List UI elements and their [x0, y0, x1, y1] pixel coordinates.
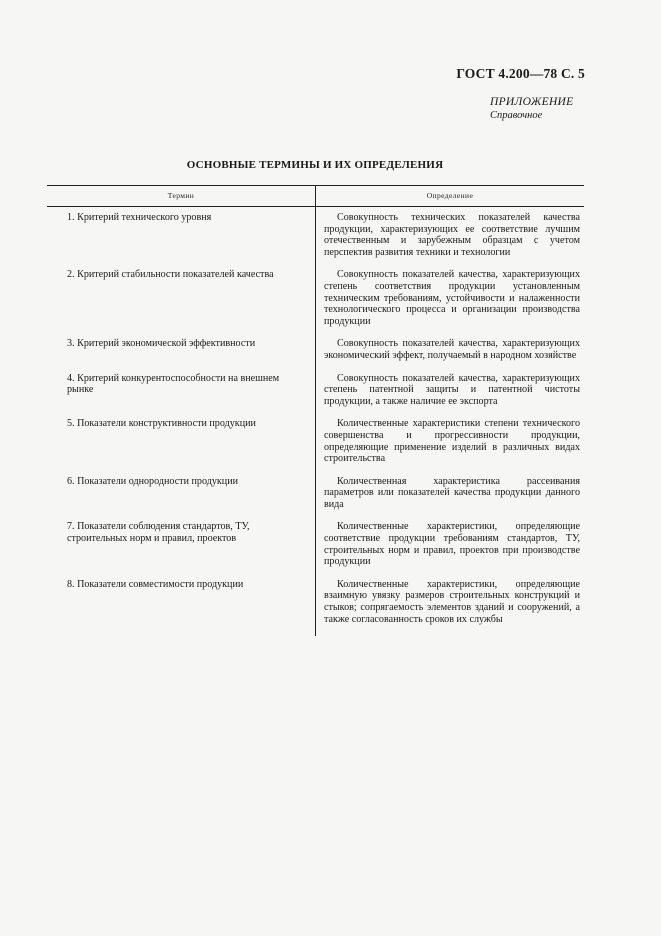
term-cell: 8. Показатели совместимости продукции [47, 577, 316, 636]
appendix-sublabel: Справочное [490, 110, 543, 121]
appendix-label: ПРИЛОЖЕНИЕ [490, 96, 574, 108]
table-row [47, 267, 584, 336]
document-title: ОСНОВНЫЕ ТЕРМИНЫ И ИХ ОПРЕДЕЛЕНИЯ [186, 159, 444, 171]
definition-cell: Совокупность показателей качества, характеризующих степень соответствия продукции установленным техническим требованиям, устойчивости и налаженности технологического процесса и организации производства продукции [324, 269, 580, 327]
table-row [47, 577, 584, 636]
definition-cell: Количественные характеристики степени технического совершенства и прогрессивности продукции, определяющие применение изделий в различных видах строительства [324, 418, 580, 465]
column-header-term: Термин [47, 186, 316, 207]
table-row [47, 371, 584, 417]
definition-cell: Количественные характеристики, определяющие взаимную увязку размеров строительных конструкций и стыков; сопрягаемость элементов зданий и сооружений, а также согласованность сроков их службы [324, 578, 580, 625]
table-row [47, 519, 584, 576]
term-cell: 2. Критерий стабильности показателей качества [47, 267, 316, 336]
term-cell: 3. Критерий экономической эффективности [47, 336, 316, 370]
table-row [47, 207, 584, 268]
definition-cell: Совокупность технических показателей качества продукции, характеризующих ее соответствие лучшим отечественным и зарубежным образцам с учетом перспектив развития техники и технологии [324, 212, 580, 258]
term-cell: 7. Показатели соблюдения стандартов, ТУ, строительных норм и правил, проектов [47, 519, 316, 576]
table-row [47, 416, 584, 473]
table-header-row [47, 186, 584, 207]
terms-table [47, 185, 584, 636]
column-header-definition: Определение [316, 186, 585, 207]
definition-cell: Количественные характеристики, определяющие соответствие продукции требованиям стандартов, ТУ, строительных норм и правил, проектов при производстве продукции [324, 521, 580, 568]
table-row [47, 474, 584, 520]
term-cell: 5. Показатели конструктивности продукции [47, 416, 316, 473]
term-cell: 4. Критерий конкурентоспособности на внешнем рынке [47, 371, 316, 417]
appendix-note [490, 95, 573, 123]
definition-cell: Совокупность показателей качества, характеризующих экономический эффект, получаемый в народном хозяйстве [324, 338, 580, 361]
term-cell: 1. Критерий технического уровня [47, 207, 316, 268]
page-header: ГОСТ 4.200—78 С. 5 [456, 66, 585, 81]
table-row [47, 336, 584, 370]
definition-cell: Количественная характеристика рассеивания параметров или показателей качества продукции данного вида [324, 475, 580, 510]
term-cell: 6. Показатели однородности продукции [47, 474, 316, 520]
definition-cell: Совокупность показателей качества, характеризующих степень патентной защиты и патентной чистоты продукции, а также наличие ее экспорта [324, 372, 580, 407]
